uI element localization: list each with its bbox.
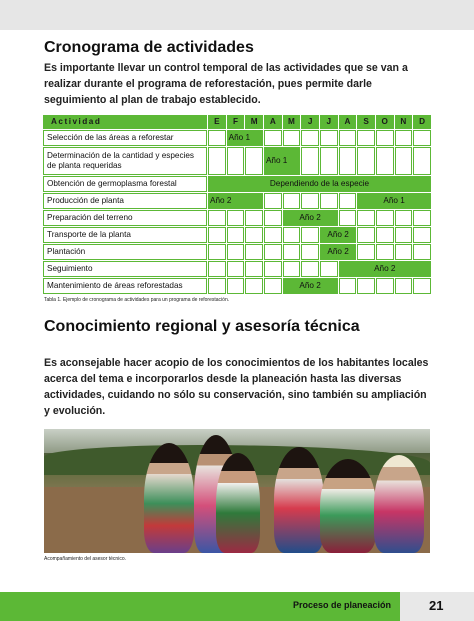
empty-cell <box>320 261 338 277</box>
empty-cell <box>245 244 263 260</box>
table-row <box>43 210 431 226</box>
page-number: 21 <box>429 598 444 613</box>
photo-caption: Acompañamiento del asesor técnico. <box>44 556 126 562</box>
empty-cell <box>395 130 413 146</box>
photo-person <box>320 459 376 553</box>
month-header: F <box>227 115 245 129</box>
empty-cell <box>245 227 263 243</box>
intro-paragraph: Es importante llevar un control temporal de las actividades que se van a realizar durante el programa de reforestación, pues permite darle seguimiento al plan de trabajo establecido. <box>44 62 408 106</box>
empty-cell <box>227 147 245 175</box>
empty-cell <box>339 278 357 294</box>
empty-cell <box>283 130 301 146</box>
empty-cell <box>264 193 282 209</box>
empty-cell <box>339 130 357 146</box>
paragraph-knowledge: Es aconsejable hacer acopio de los conocimientos de los habitantes locales acerca del tema e incorporarlos desde la planeación hasta las diversas actividades, cuidando no sólo su conservación, sino también su ampliación y evolución. <box>44 357 429 417</box>
table-row <box>43 227 431 243</box>
empty-cell <box>376 130 394 146</box>
empty-cell <box>357 130 375 146</box>
empty-cell <box>227 261 245 277</box>
month-header: J <box>320 115 338 129</box>
empty-cell <box>357 227 375 243</box>
empty-cell <box>376 147 394 175</box>
month-header: A <box>339 115 357 129</box>
empty-cell <box>227 244 245 260</box>
month-header: J <box>301 115 319 129</box>
schedule-table <box>42 114 432 295</box>
empty-cell <box>245 147 263 175</box>
empty-cell <box>395 147 413 175</box>
empty-cell <box>376 227 394 243</box>
header-activity: Actividad <box>43 115 207 129</box>
table-header-row <box>43 115 431 129</box>
empty-cell <box>283 227 301 243</box>
empty-cell <box>376 210 394 226</box>
bar-cell: Año 1 <box>264 147 300 175</box>
empty-cell <box>395 210 413 226</box>
bar-cell: Año 2 <box>320 227 356 243</box>
empty-cell <box>208 130 226 146</box>
row-label: Obtención de germoplasma forestal <box>43 176 207 192</box>
empty-cell <box>413 210 431 226</box>
empty-cell <box>245 210 263 226</box>
empty-cell <box>301 193 319 209</box>
bar-cell: Año 2 <box>339 261 431 277</box>
empty-cell <box>245 261 263 277</box>
table-caption: Tabla 1. Ejemplo de cronograma de actividades para un programa de reforestación. <box>44 297 230 303</box>
empty-cell <box>208 244 226 260</box>
empty-cell <box>339 210 357 226</box>
empty-cell <box>264 210 282 226</box>
empty-cell <box>413 147 431 175</box>
row-label: Seguimiento <box>43 261 207 277</box>
empty-cell <box>301 130 319 146</box>
bar-cell: Año 2 <box>208 193 263 209</box>
empty-cell <box>413 130 431 146</box>
month-header: S <box>357 115 375 129</box>
empty-cell <box>376 278 394 294</box>
footer-label: Proceso de planeación <box>293 600 392 610</box>
empty-cell <box>301 227 319 243</box>
empty-cell <box>208 147 226 175</box>
empty-cell <box>264 227 282 243</box>
row-label: Mantenimiento de áreas reforestadas <box>43 278 207 294</box>
empty-cell <box>283 244 301 260</box>
month-header: O <box>376 115 394 129</box>
empty-cell <box>320 193 338 209</box>
empty-cell <box>208 210 226 226</box>
empty-cell <box>245 278 263 294</box>
photo-person <box>274 447 324 553</box>
empty-cell <box>227 278 245 294</box>
empty-cell <box>320 147 338 175</box>
photo-person <box>374 455 424 553</box>
bar-cell: Año 1 <box>357 193 431 209</box>
page-footer <box>0 592 474 621</box>
row-label: Preparación del terreno <box>43 210 207 226</box>
photo-person <box>216 453 260 553</box>
empty-cell <box>208 261 226 277</box>
empty-cell <box>320 130 338 146</box>
row-label: Producción de planta <box>43 193 207 209</box>
section-title-2: Conocimiento regional y asesoría técnica <box>44 318 360 335</box>
empty-cell <box>227 210 245 226</box>
table-row <box>43 193 431 209</box>
month-header: M <box>245 115 263 129</box>
section-title: Cronograma de actividades <box>44 39 254 56</box>
table-row <box>43 244 431 260</box>
month-header: D <box>413 115 431 129</box>
table-row <box>43 147 431 175</box>
empty-cell <box>283 193 301 209</box>
empty-cell <box>357 278 375 294</box>
row-label: Plantación <box>43 244 207 260</box>
empty-cell <box>357 210 375 226</box>
month-header: N <box>395 115 413 129</box>
empty-cell <box>376 244 394 260</box>
bar-cell: Año 1 <box>227 130 263 146</box>
empty-cell <box>264 130 282 146</box>
empty-cell <box>208 278 226 294</box>
empty-cell <box>301 147 319 175</box>
page-content <box>44 38 432 461</box>
table-row <box>43 278 431 294</box>
empty-cell <box>301 244 319 260</box>
empty-cell <box>413 244 431 260</box>
empty-cell <box>339 147 357 175</box>
table-row <box>43 176 431 192</box>
empty-cell <box>264 244 282 260</box>
empty-cell <box>395 227 413 243</box>
empty-cell <box>264 261 282 277</box>
empty-cell <box>264 278 282 294</box>
row-label: Determinación de la cantidad y especies de planta requeridas <box>43 147 207 175</box>
empty-cell <box>283 261 301 277</box>
empty-cell <box>395 278 413 294</box>
bar-cell: Año 2 <box>283 210 338 226</box>
photo-person <box>144 443 194 553</box>
month-header: A <box>264 115 282 129</box>
bar-cell: Año 2 <box>320 244 356 260</box>
empty-cell <box>413 227 431 243</box>
bar-cell: Dependiendo de la especie <box>208 176 431 192</box>
empty-cell <box>208 227 226 243</box>
empty-cell <box>227 227 245 243</box>
bar-cell: Año 2 <box>283 278 338 294</box>
month-header: E <box>208 115 226 129</box>
empty-cell <box>357 147 375 175</box>
empty-cell <box>357 244 375 260</box>
row-label: Transporte de la planta <box>43 227 207 243</box>
row-label: Selección de las áreas a reforestar <box>43 130 207 146</box>
empty-cell <box>395 244 413 260</box>
empty-cell <box>413 278 431 294</box>
month-header: M <box>283 115 301 129</box>
top-bar <box>0 0 474 30</box>
table-row <box>43 130 431 146</box>
field-photo <box>44 429 430 553</box>
empty-cell <box>339 193 357 209</box>
table-row <box>43 261 431 277</box>
empty-cell <box>301 261 319 277</box>
